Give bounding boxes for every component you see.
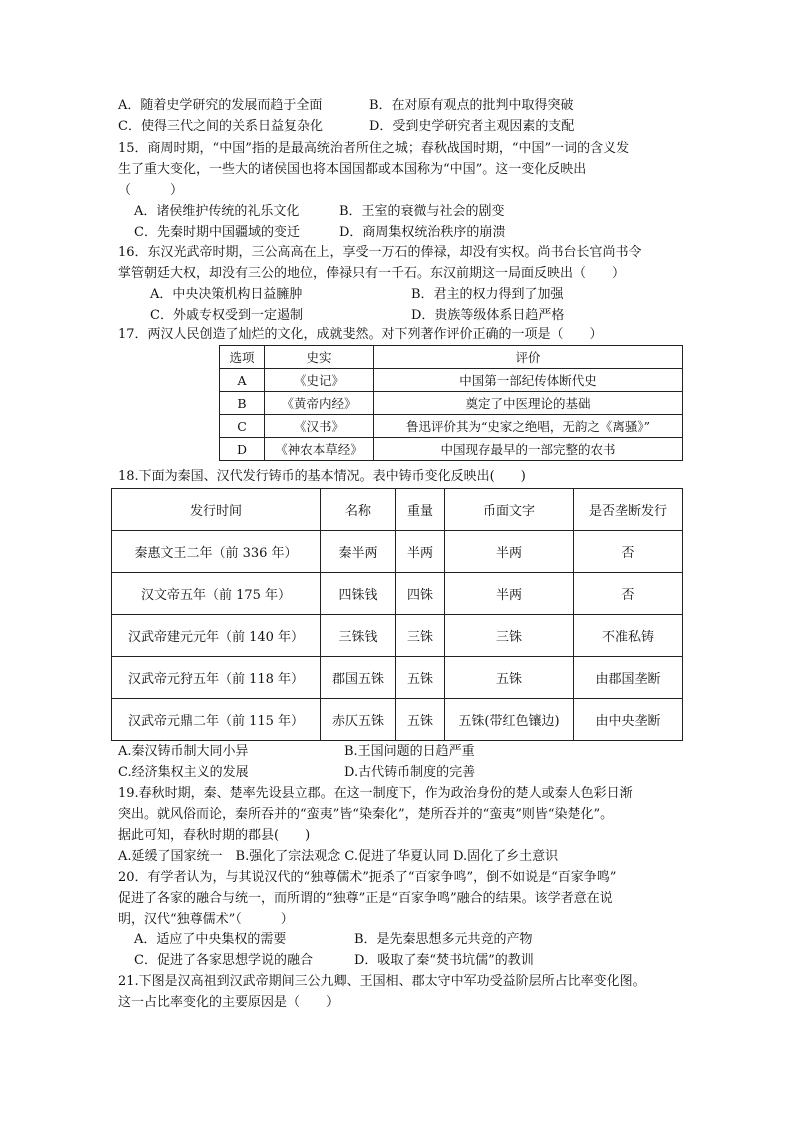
q18-stem: 18.下面为秦国、汉代发行铸币的基本情况。表中铸币变化反映出( )	[118, 469, 526, 484]
table-cell: 否	[574, 531, 683, 573]
q21-stem-line2: 这一占比率变化的主要原因是（ ）	[118, 995, 340, 1010]
table-cell: 否	[574, 573, 683, 615]
table-header-cell: 是否垄断发行	[574, 489, 683, 531]
q19-stem-line1: 19.春秋时期，秦、楚率先设县立郡。在这一制度下，作为政治身份的楚人或秦人色彩日渐	[118, 786, 633, 801]
table-cell: 五铢	[396, 699, 445, 741]
q17-stem: 17．两汉人民创造了灿烂的文化，成就斐然。对下列著作评价正确的一项是（ ）	[118, 327, 603, 342]
table-cell: 汉文帝五年（前 175 年）	[112, 573, 321, 615]
table-header-cell: 发行时间	[112, 489, 321, 531]
table-cell: 三铢钱	[321, 615, 396, 657]
q21-stem-line1: 21.下图是汉高祖到汉武帝期间三公九卿、王国相、郡太守中军功受益阶层所占比率变化图。	[118, 974, 646, 989]
table-cell: 《黄帝内经》	[265, 392, 374, 415]
table-cell: 五铢	[396, 657, 445, 699]
table-header-cell: 史实	[265, 346, 374, 369]
table-row	[112, 531, 683, 573]
q18-option-b: B.王国问题的日趋严重	[344, 744, 475, 759]
q16-stem-line2: 掌管朝廷大权，却没有三公的地位，俸禄只有一千石。东汉前期这一局面反映出（ ）	[118, 266, 626, 281]
table-cell: 汉武帝建元元年（前 140 年）	[112, 615, 321, 657]
table-cell: 四铢	[396, 573, 445, 615]
q16-option-a: A．中央决策机构日益臃肿	[150, 287, 303, 302]
table-cell: 中国第一部纪传体断代史	[374, 369, 683, 392]
q18-table	[111, 488, 683, 741]
q15-stem-line3: （ ）	[118, 183, 184, 198]
q18-option-c: C.经济集权主义的发展	[118, 765, 249, 780]
table-cell: A	[220, 369, 265, 392]
q14-option-d: D．受到史学研究者主观因素的支配	[369, 119, 575, 134]
table-cell: 汉武帝元狩五年（前 118 年）	[112, 657, 321, 699]
table-cell: 秦半两	[321, 531, 396, 573]
table-cell: 鲁迅评价其为“史家之绝唱，无韵之《离骚》”	[374, 415, 683, 438]
table-cell: 五铢	[445, 657, 574, 699]
q19-options: A.延缓了国家统一 B.强化了宗法观念 C.促进了华夏认同 D.固化了乡土意识	[118, 849, 559, 864]
table-header-cell: 评价	[374, 346, 683, 369]
q15-option-c: C．先秦时期中国疆域的变迁	[134, 225, 300, 240]
table-cell: 半两	[445, 573, 574, 615]
table-row	[220, 392, 683, 415]
table-header-row	[220, 346, 683, 369]
table-row	[112, 657, 683, 699]
table-cell: 《神农本草经》	[265, 438, 374, 461]
q15-option-a: A．诸侯维护传统的礼乐文化	[134, 204, 300, 219]
table-header-cell: 币面文字	[445, 489, 574, 531]
table-cell: 由中央垄断	[574, 699, 683, 741]
table-row	[112, 573, 683, 615]
q15-stem-line2: 生了重大变化，一些大的诸侯国也将本国国都或本国称为“中国”。这一变化反映出	[118, 162, 587, 177]
q19-stem-line2: 突出。就风俗而论，秦所吞并的“蛮夷”皆“染秦化”，楚所吞并的“蛮夷”则皆“染楚化”。	[118, 807, 614, 822]
q15-option-d: D．商周集权统治秩序的崩溃	[339, 225, 506, 240]
table-cell: 四铢钱	[321, 573, 396, 615]
q19-stem-line3: 据此可知，春秋时期的郡县( )	[118, 828, 311, 843]
table-row	[220, 415, 683, 438]
q18-option-a: A.秦汉铸币制大同小异	[118, 744, 249, 759]
q20-option-a: A．适应了中央集权的需要	[134, 932, 287, 947]
q20-stem-line1: 20．有学者认为，与其说汉代的“独尊儒术”扼杀了“百家争鸣”，倒不如说是“百家争鸣”	[118, 870, 617, 885]
table-cell: 中国现存最早的一部完整的农书	[374, 438, 683, 461]
q16-option-d: D．贵族等级体系日趋严格	[411, 308, 565, 323]
q20-option-b: B．是先秦思想多元共竞的产物	[354, 932, 533, 947]
table-row	[220, 438, 683, 461]
q17-table	[219, 345, 683, 461]
table-cell: 三铢	[445, 615, 574, 657]
table-cell: B	[220, 392, 265, 415]
table-cell: 五铢(带红色镶边)	[445, 699, 574, 741]
table-cell: 《史记》	[265, 369, 374, 392]
q20-stem-line3: 明，汉代“独尊儒术”（ ）	[118, 912, 294, 927]
q16-stem-line1: 16．东汉光武帝时期，三公高高在上，享受一万石的俸禄，却没有实权。尚书台长官尚书令	[118, 245, 642, 260]
table-cell: C	[220, 415, 265, 438]
table-cell: 赤仄五铢	[321, 699, 396, 741]
q18-option-d: D.古代铸币制度的完善	[344, 765, 476, 780]
table-row	[112, 615, 683, 657]
table-cell: 汉武帝元鼎二年（前 115 年）	[112, 699, 321, 741]
table-cell: D	[220, 438, 265, 461]
q14-option-a: A．随着史学研究的发展而趋于全面	[118, 98, 323, 113]
table-cell: 三铢	[396, 615, 445, 657]
table-cell: 奠定了中医理论的基础	[374, 392, 683, 415]
table-cell: 由郡国垄断	[574, 657, 683, 699]
table-cell: 半两	[396, 531, 445, 573]
table-cell: 《汉书》	[265, 415, 374, 438]
table-cell: 郡国五铢	[321, 657, 396, 699]
q14-option-b: B．在对原有观点的批判中取得突破	[369, 98, 574, 113]
table-header-row	[112, 489, 683, 531]
q15-option-b: B．王室的衰微与社会的剧变	[339, 204, 505, 219]
table-cell: 不准私铸	[574, 615, 683, 657]
table-header-cell: 重量	[396, 489, 445, 531]
table-header-cell: 选项	[220, 346, 265, 369]
q20-option-c: C．促进了各家思想学说的融合	[134, 953, 313, 968]
table-cell: 半两	[445, 531, 574, 573]
q16-option-c: C．外戚专权受到一定遏制	[150, 308, 303, 323]
q15-stem-line1: 15．商周时期，“中国”指的是最高统治者所住之城；春秋战国时期，“中国”一词的含义发	[118, 141, 630, 156]
q16-option-b: B．君主的权力得到了加强	[411, 287, 564, 302]
table-header-cell: 名称	[321, 489, 396, 531]
table-row	[220, 369, 683, 392]
q20-stem-line2: 促进了各家的融合与统一，而所谓的“独尊”正是“百家争鸣”融合的结果。该学者意在说	[118, 891, 613, 906]
table-row	[112, 699, 683, 741]
table-cell: 秦惠文王二年（前 336 年）	[112, 531, 321, 573]
q14-option-c: C．使得三代之间的关系日益复杂化	[118, 119, 323, 134]
q20-option-d: D．吸取了秦“焚书坑儒”的教训	[354, 953, 534, 968]
